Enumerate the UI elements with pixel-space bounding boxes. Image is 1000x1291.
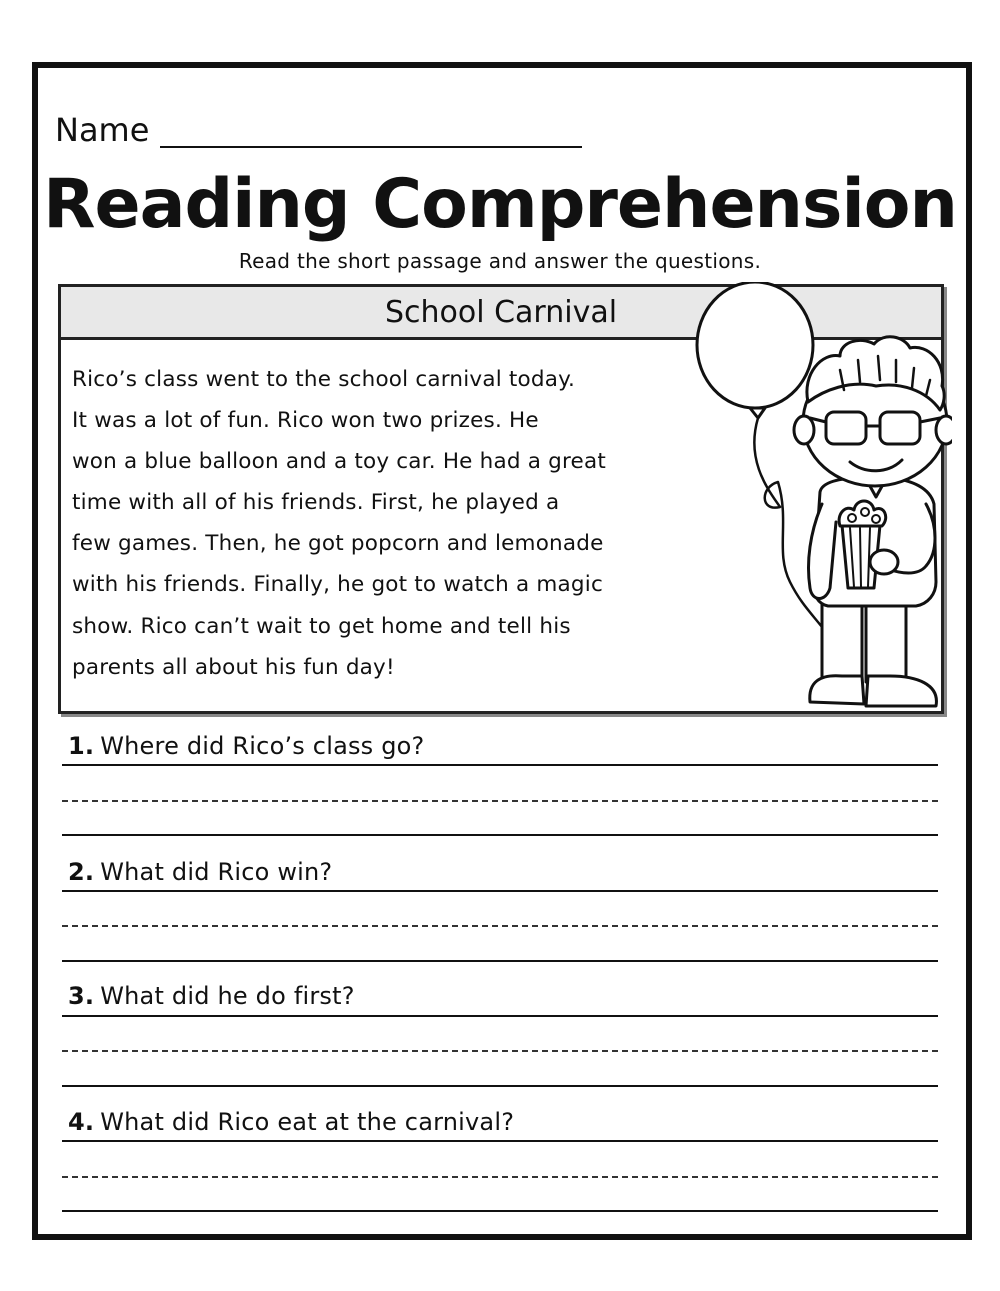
passage-line: show. Rico can’t wait to get home and tell his — [72, 613, 571, 639]
question-number: 4. — [68, 1108, 95, 1136]
name-write-line[interactable] — [160, 146, 582, 148]
answer-top-line — [62, 1140, 938, 1142]
passage-line: with his friends. Finally, he got to watch a magic — [72, 572, 603, 598]
answer-midline[interactable] — [62, 800, 938, 802]
passage-title: School Carnival — [384, 295, 618, 330]
passage-line: Rico’s class went to the school carnival today. — [72, 367, 576, 392]
answer-baseline[interactable] — [62, 960, 938, 962]
question-number: 2. — [68, 858, 95, 886]
question-text: Where did Rico’s class go? — [100, 732, 425, 760]
answer-midline[interactable] — [62, 925, 938, 927]
balloon-shape — [697, 282, 813, 408]
passage-line: parents all about his fun day! — [72, 654, 395, 680]
question-number: 1. — [68, 732, 95, 760]
answer-midline[interactable] — [62, 1176, 938, 1178]
question-3 — [68, 981, 355, 1011]
question-text: What did he do first? — [100, 982, 355, 1010]
answer-midline[interactable] — [62, 1050, 938, 1052]
question-4 — [68, 1107, 514, 1137]
question-2 — [68, 857, 332, 887]
answer-baseline[interactable] — [62, 1085, 938, 1087]
question-1 — [68, 731, 424, 761]
worksheet-instructions: Read the short passage and answer the questions. — [238, 249, 762, 273]
answer-top-line — [62, 890, 938, 892]
passage-text — [72, 359, 712, 688]
passage-line: won a blue balloon and a toy car. He had a great — [72, 449, 606, 475]
boy-with-balloon-illustration — [690, 282, 952, 722]
question-number: 3. — [68, 982, 95, 1010]
answer-baseline[interactable] — [62, 834, 938, 836]
question-text: What did Rico win? — [100, 858, 333, 886]
passage-line: few games. Then, he got popcorn and lemonade — [72, 531, 604, 557]
worksheet-title: Reading Comprehension — [43, 165, 957, 244]
passage-line: It was a lot of fun. Rico won two prizes. He — [72, 408, 539, 434]
answer-top-line — [62, 1015, 938, 1017]
answer-baseline[interactable] — [62, 1210, 938, 1212]
name-label: Name — [55, 111, 150, 149]
question-text: What did Rico eat at the carnival? — [100, 1108, 515, 1136]
answer-top-line — [62, 764, 938, 766]
passage-line: time with all of his friends. First, he played a — [72, 490, 560, 516]
